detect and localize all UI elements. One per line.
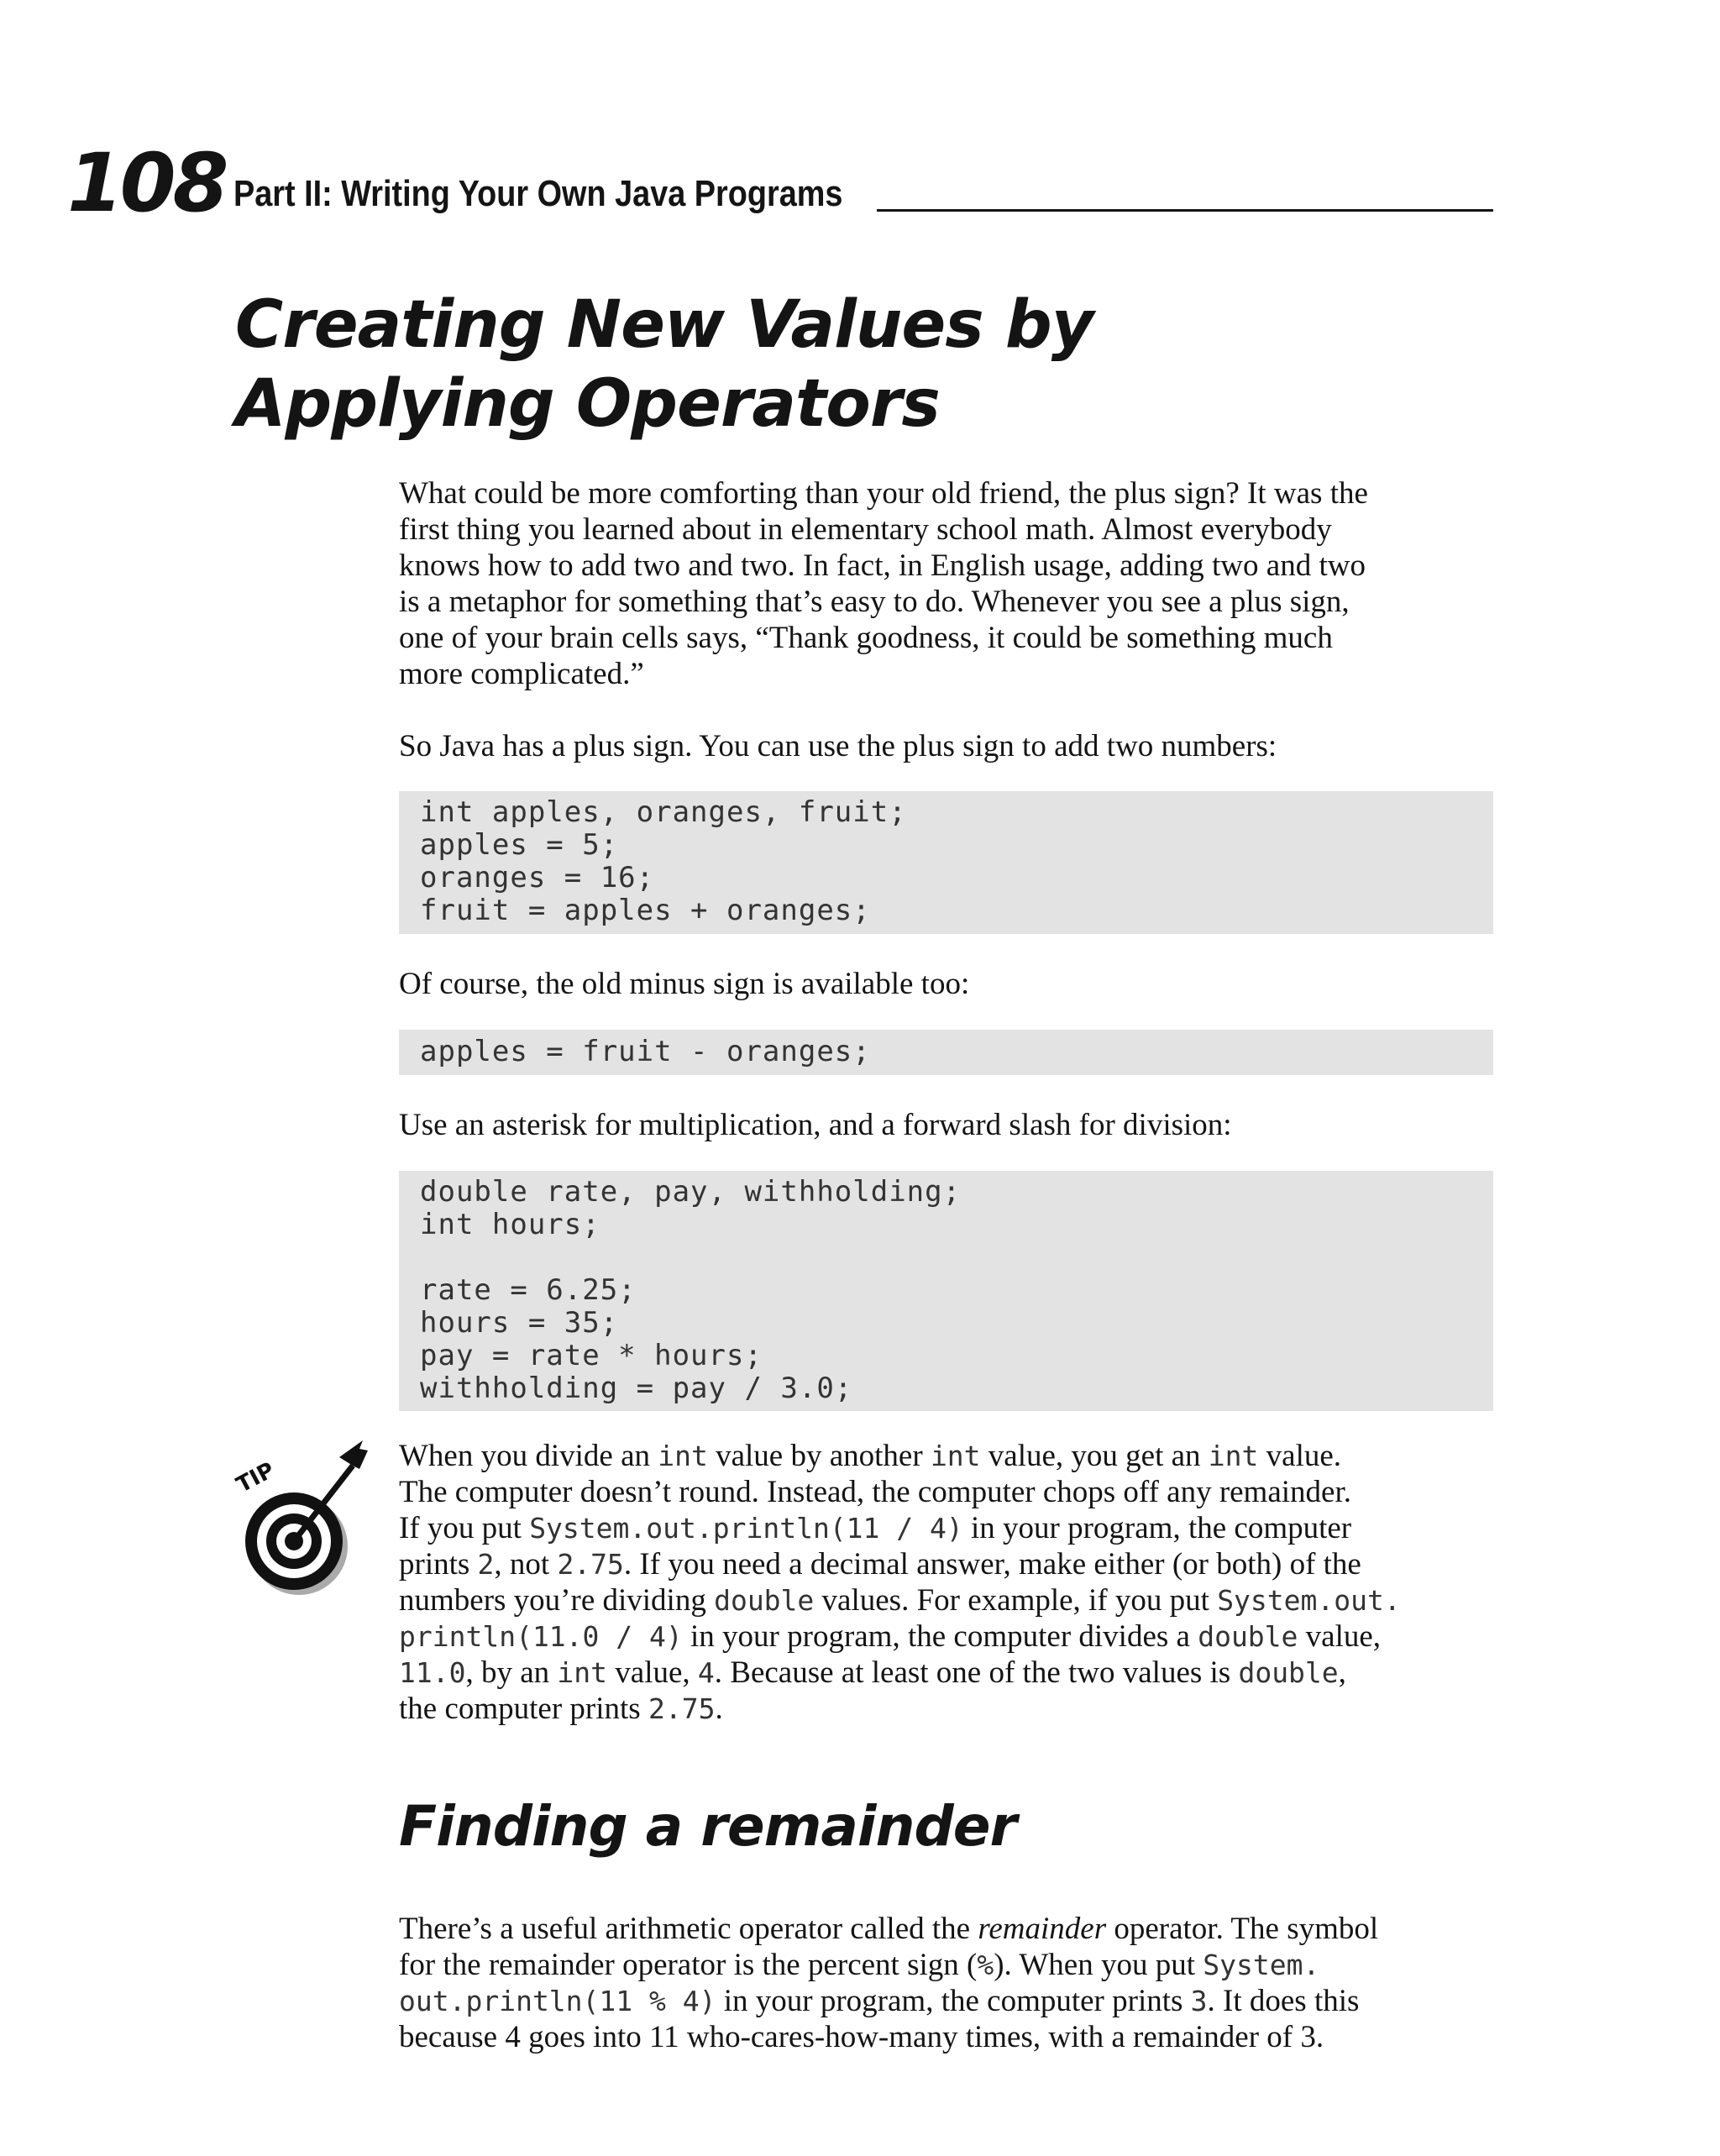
tip-label: TIP <box>232 1457 279 1498</box>
code-block-plus <box>399 791 1493 934</box>
muldiv-intro: Use an asterisk for multiplication, and a forward slash for division: <box>399 1108 1232 1142</box>
intro-line: is a metaphor for something that’s easy to do. Whenever you see a plus sign, <box>399 585 1350 619</box>
code-line: withholding = pay / 3.0; <box>420 1372 853 1405</box>
subsection-title: Finding a remainder <box>399 1794 1017 1859</box>
header-rule <box>877 209 1493 212</box>
tip-line: 11.0, by an int value, 4. Because at least one of the two values is double, <box>399 1655 1346 1690</box>
intro-line: one of your brain cells says, “Thank goodness, it could be something much <box>399 621 1333 655</box>
remainder-line: out.println(11 % 4) in your program, the computer prints 3. It does this <box>399 1984 1360 2018</box>
tip-line: The computer doesn’t round. Instead, the computer chops off any remainder. <box>399 1475 1351 1509</box>
remainder-line: for the remainder operator is the percent sign (%). When you put System. <box>399 1948 1320 1982</box>
code-line: oranges = 16; <box>420 861 655 894</box>
code-line: fruit = apples + oranges; <box>420 894 871 927</box>
intro-line: first thing you learned about in elementary school math. Almost everybody <box>399 512 1332 547</box>
code-line: pay = rate * hours; <box>420 1339 763 1372</box>
tip-line: numbers you’re dividing double values. For example, if you put System.out. <box>399 1583 1401 1618</box>
code-line: apples = 5; <box>420 828 619 862</box>
intro-line: What could be more comforting than your old friend, the plus sign? It was the <box>399 476 1368 511</box>
section-title-line-2: Applying Operators <box>235 366 940 442</box>
code-line: double rate, pay, withholding; <box>420 1175 962 1209</box>
page-number: 108 <box>67 136 226 230</box>
minus-intro: Of course, the old minus sign is available too: <box>399 967 970 1001</box>
code-line: hours = 35; <box>420 1306 619 1340</box>
intro-line: more complicated.” <box>399 657 644 691</box>
plus-intro: So Java has a plus sign. You can use the plus sign to add two numbers: <box>399 729 1277 763</box>
code-line: apples = fruit - oranges; <box>420 1035 871 1068</box>
remainder-line: because 4 goes into 11 who-cares-how-many times, with a remainder of 3. <box>399 2020 1324 2054</box>
code-line: int hours; <box>420 1208 600 1241</box>
running-head-title: Part II: Writing Your Own Java Programs <box>233 173 843 214</box>
tip-line: println(11.0 / 4) in your program, the computer divides a double value, <box>399 1619 1382 1654</box>
code-line: rate = 6.25; <box>420 1273 637 1307</box>
tip-line: the computer prints 2.75. <box>399 1692 723 1726</box>
code-line: int apples, oranges, fruit; <box>420 795 907 829</box>
intro-line: knows how to add two and two. In fact, in English usage, adding two and two <box>399 548 1366 583</box>
tip-target-icon <box>227 1432 370 1600</box>
remainder-line: There’s a useful arithmetic operator called the remainder operator. The symbol <box>399 1912 1379 1946</box>
code-block-muldiv <box>399 1171 1493 1411</box>
code-block-minus <box>399 1030 1493 1075</box>
tip-line: prints 2, not 2.75. If you need a decimal answer, make either (or both) of the <box>399 1547 1361 1582</box>
section-title-line-1: Creating New Values by <box>235 287 1093 363</box>
tip-line: If you put System.out.println(11 / 4) in your program, the computer <box>399 1511 1352 1545</box>
tip-line: When you divide an int value by another int value, you get an int value. <box>399 1439 1342 1473</box>
